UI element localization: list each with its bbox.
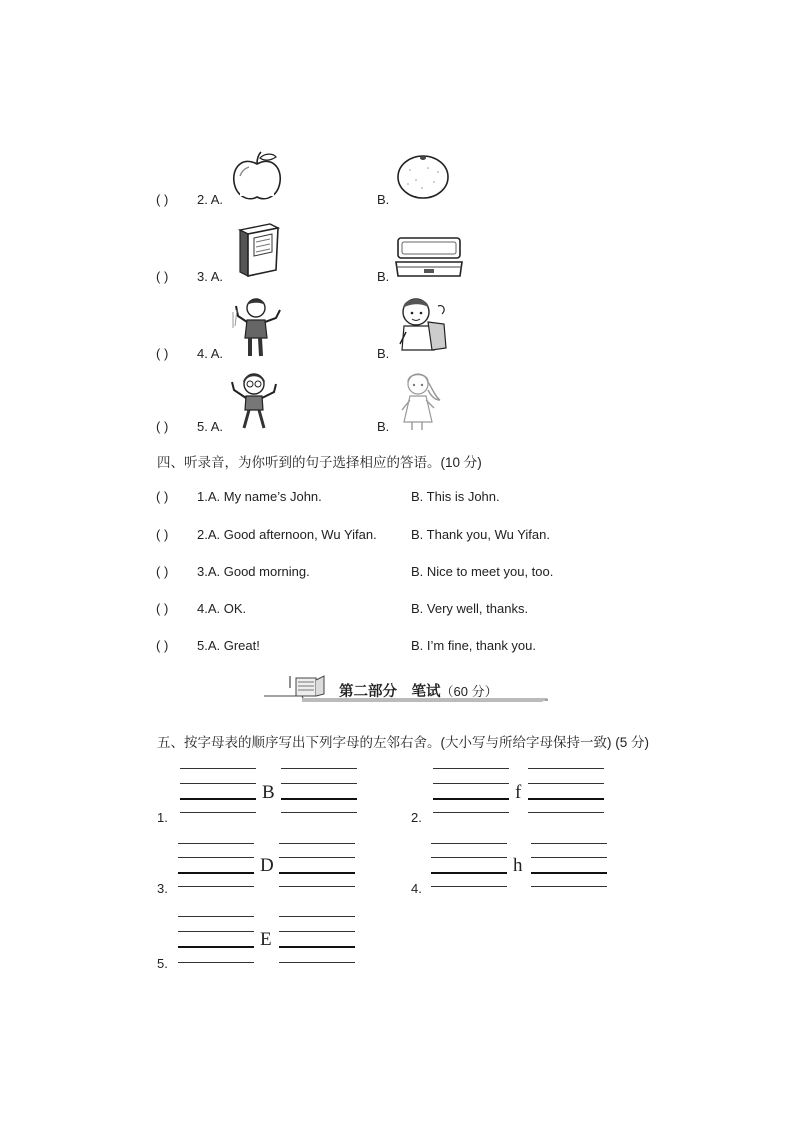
answer-paren[interactable]: ( ) [156, 269, 169, 284]
item-number: 3. [157, 881, 168, 896]
option-b-label: B. [377, 192, 390, 207]
writing-line [433, 798, 509, 800]
book-icon [234, 222, 280, 278]
option-b-label: B. [377, 269, 390, 284]
option-a-label: 3. A. [197, 269, 224, 284]
writing-line [431, 886, 507, 887]
given-letter: h [513, 855, 523, 876]
writing-line [279, 931, 355, 932]
writing-line [178, 886, 254, 887]
option-b-label: B. [377, 346, 390, 361]
option-b-label: B. [377, 419, 390, 434]
writing-line [279, 962, 355, 963]
option-a-label: 5. A. [197, 419, 224, 434]
writing-line [180, 768, 256, 769]
writing-line [431, 857, 507, 858]
option-a-label: 2. A. [197, 192, 224, 207]
banner-score: （60 分） [440, 684, 498, 699]
option-a-label: 4. A. [197, 346, 224, 361]
answer-paren[interactable]: ( ) [156, 638, 169, 653]
writing-line [431, 843, 507, 844]
writing-line [281, 783, 357, 784]
writing-line [531, 857, 607, 858]
apple-icon [230, 152, 284, 202]
item-number: 2. [411, 810, 422, 825]
writing-line [433, 783, 509, 784]
writing-line [433, 812, 509, 813]
option-a: 3.A. Good morning. [197, 564, 310, 579]
girl-icon [396, 370, 448, 432]
option-b: B. Very well, thanks. [411, 601, 529, 616]
writing-line [531, 872, 607, 874]
option-b: B. Nice to meet you, too. [411, 564, 554, 579]
writing-line [178, 931, 254, 932]
writing-line [180, 798, 256, 800]
boy-with-bag-icon [394, 294, 450, 358]
answer-paren[interactable]: ( ) [156, 419, 169, 434]
writing-line [180, 783, 256, 784]
pencil-box-icon [394, 236, 464, 278]
answer-paren[interactable]: ( ) [156, 192, 169, 207]
writing-line [279, 946, 355, 948]
writing-line [178, 962, 254, 963]
writing-line [531, 843, 607, 844]
writing-line [528, 783, 604, 784]
writing-line [531, 886, 607, 887]
answer-paren[interactable]: ( ) [156, 601, 169, 616]
writing-line [180, 812, 256, 813]
writing-line [281, 768, 357, 769]
writing-line [528, 812, 604, 813]
section-5-heading: 五、按字母表的顺序写出下列字母的左邻右舍。(大小写与所给字母保持一致) (5 分) [157, 735, 649, 750]
writing-line [279, 843, 355, 844]
option-a: 5.A. Great! [197, 638, 260, 653]
part2-banner-title [339, 680, 498, 701]
boy-waving-icon [230, 296, 284, 358]
writing-line [433, 768, 509, 769]
item-number: 1. [157, 810, 168, 825]
writing-line [528, 768, 604, 769]
writing-line [528, 798, 604, 800]
writing-line [178, 857, 254, 858]
given-letter: f [515, 782, 522, 803]
writing-line [178, 843, 254, 844]
item-number: 5. [157, 956, 168, 971]
given-letter: B [262, 782, 275, 803]
writing-line [178, 916, 254, 917]
writing-line [178, 872, 254, 874]
option-b: B. I’m fine, thank you. [411, 638, 537, 653]
option-b: B. Thank you, Wu Yifan. [411, 527, 550, 542]
orange-icon [396, 154, 450, 200]
answer-paren[interactable]: ( ) [156, 527, 169, 542]
boy-dancing-icon [230, 372, 278, 432]
banner-title-text: 第二部分 笔试 [339, 684, 441, 700]
section-4-heading: 四、听录音，为你听到的句子选择相应的答语。(10 分) [157, 455, 482, 470]
option-a: 1.A. My name’s John. [197, 489, 322, 504]
option-a: 2.A. Good afternoon, Wu Yifan. [197, 527, 377, 542]
writing-line [279, 872, 355, 874]
given-letter: E [260, 929, 272, 950]
option-b: B. This is John. [411, 489, 500, 504]
answer-paren[interactable]: ( ) [156, 346, 169, 361]
writing-line [281, 798, 357, 800]
writing-line [279, 886, 355, 887]
answer-paren[interactable]: ( ) [156, 489, 169, 504]
item-number: 4. [411, 881, 422, 896]
answer-paren[interactable]: ( ) [156, 564, 169, 579]
writing-line [431, 872, 507, 874]
writing-line [178, 946, 254, 948]
writing-line [281, 812, 357, 813]
option-a: 4.A. OK. [197, 601, 247, 616]
writing-line [279, 916, 355, 917]
writing-line [279, 857, 355, 858]
given-letter: D [260, 855, 274, 876]
